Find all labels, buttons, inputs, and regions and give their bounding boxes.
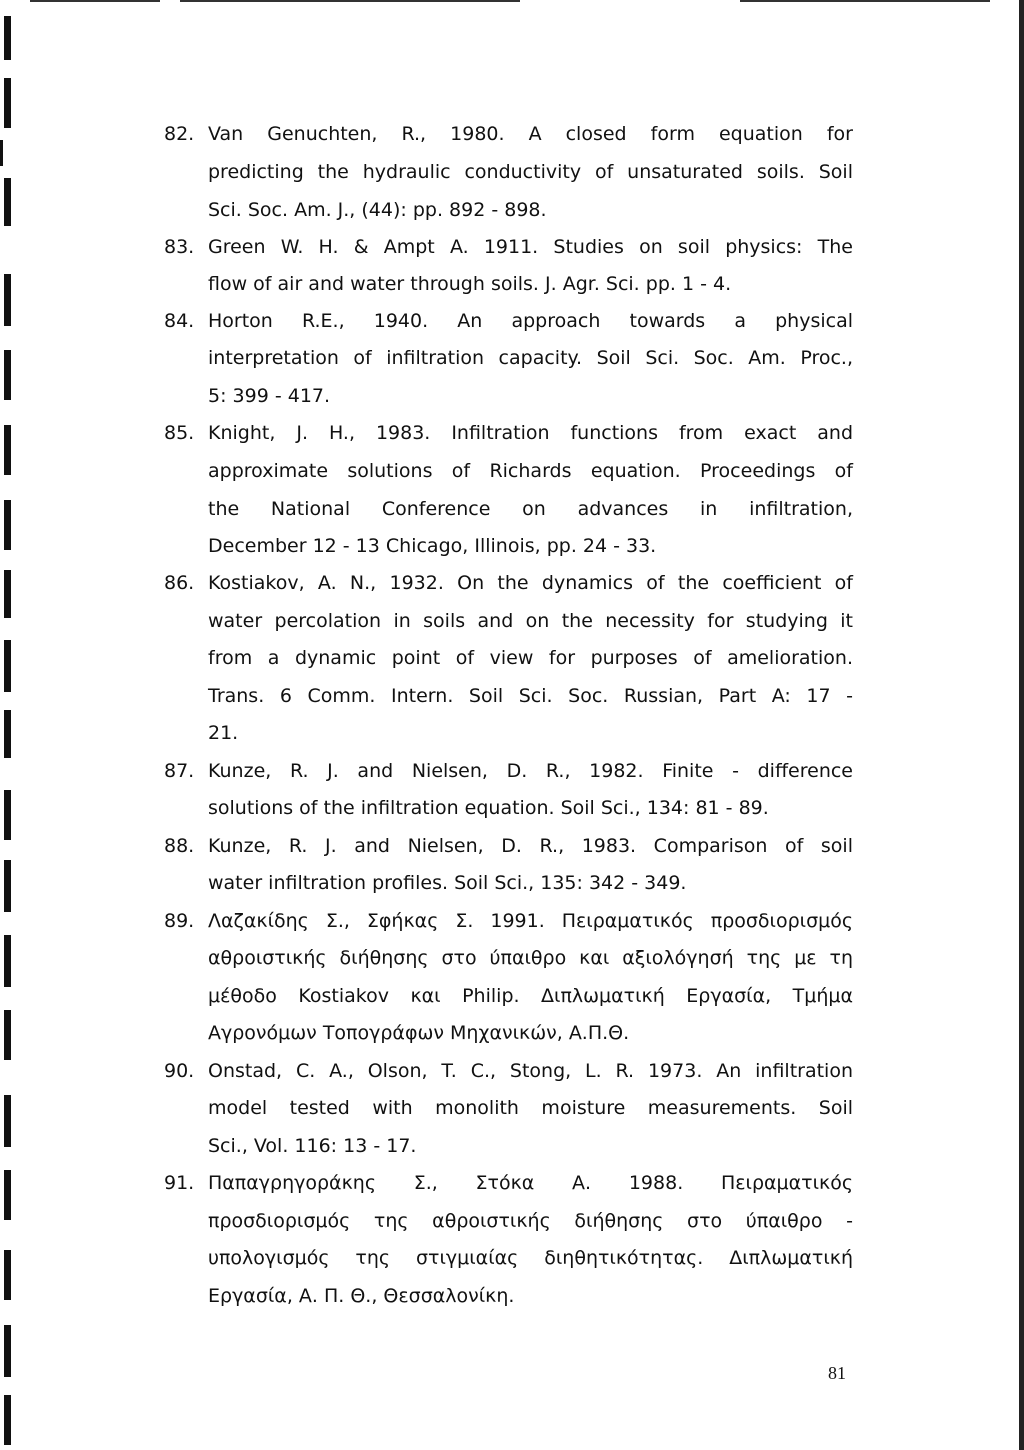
reference-number: 91. xyxy=(164,1172,195,1194)
reference-text-line: approximate solutions of Richards equation. Proceedings of xyxy=(208,460,853,482)
reference-text-line: Horton R.E., 1940. An approach towards a physical xyxy=(208,310,853,332)
reference-text-line: solutions of the infiltration equation. Soil Sci., 134: 81 - 89. xyxy=(208,797,769,819)
reference-text-line: προσδιορισμός της αθροιστικής διήθησης στο ύπαιθρο - xyxy=(208,1210,853,1232)
reference-text-line: Sci., Vol. 116: 13 - 17. xyxy=(208,1135,417,1157)
reference-number: 83. xyxy=(164,236,195,258)
reference-text-line: Αγρονόμων Τοπογράφων Μηχανικών, Α.Π.Θ. xyxy=(208,1022,630,1044)
reference-text-line: predicting the hydraulic conductivity of unsaturated soils. Soil xyxy=(208,161,853,183)
reference-text-line: Kunze, R. J. and Nielsen, D. R., 1982. Finite - difference xyxy=(208,760,853,782)
reference-text-line: Λαζακίδης Σ., Σφήκας Σ. 1991. Πειραματικός προσδιορισμός xyxy=(208,910,853,932)
reference-number: 86. xyxy=(164,572,195,594)
reference-number: 89. xyxy=(164,910,195,932)
reference-text-line: 21. xyxy=(208,722,239,744)
reference-text-line: interpretation of infiltration capacity. Soil Sci. Soc. Am. Proc., xyxy=(208,347,853,369)
reference-text-line: Green W. H. & Ampt A. 1911. Studies on soil physics: The xyxy=(208,236,853,258)
reference-text-line: water percolation in soils and on the necessity for studying it xyxy=(208,610,853,632)
reference-text-line: Kunze, R. J. and Nielsen, D. R., 1983. Comparison of soil xyxy=(208,835,853,857)
page-number: 81 xyxy=(828,1363,846,1383)
reference-text-line: model tested with monolith moisture measurements. Soil xyxy=(208,1097,853,1119)
reference-text-line: Onstad, C. A., Olson, T. C., Stong, L. R. 1973. An infiltration xyxy=(208,1060,853,1082)
reference-number: 90. xyxy=(164,1060,195,1082)
reference-text-line: Εργασία, Α. Π. Θ., Θεσσαλονίκη. xyxy=(208,1285,515,1307)
reference-number: 84. xyxy=(164,310,195,332)
reference-text-line: Trans. 6 Comm. Intern. Soil Sci. Soc. Russian, Part A: 17 - xyxy=(208,685,853,707)
reference-text-line: υπολογισμός της στιγμιαίας διηθητικότητας. Διπλωματική xyxy=(208,1247,853,1269)
reference-text-line: flow of air and water through soils. J. Agr. Sci. pp. 1 - 4. xyxy=(208,273,732,295)
reference-text-line: from a dynamic point of view for purposes of amelioration. xyxy=(208,647,853,669)
reference-text-line: water infiltration profiles. Soil Sci., 135: 342 - 349. xyxy=(208,872,687,894)
reference-number: 85. xyxy=(164,422,195,444)
reference-text-line: αθροιστικής διήθησης στο ύπαιθρο και αξιολόγησή της με τη xyxy=(208,947,853,969)
reference-text-line: Van Genuchten, R., 1980. A closed form equation for xyxy=(208,123,853,145)
reference-text-line: Kostiakov, A. N., 1932. On the dynamics of the coefficient of xyxy=(208,572,853,594)
reference-text-line: Sci. Soc. Am. J., (44): pp. 892 - 898. xyxy=(208,199,547,221)
reference-text-line: μέθοδο Kostiakov και Philip. Διπλωματική Εργασία, Τμήμα xyxy=(208,985,853,1007)
reference-text-line: 5: 399 - 417. xyxy=(208,385,331,407)
reference-number: 87. xyxy=(164,760,195,782)
reference-number: 88. xyxy=(164,835,195,857)
reference-text-line: December 12 - 13 Chicago, Illinois, pp. 24 - 33. xyxy=(208,535,657,557)
reference-text-line: Παπαγρηγοράκης Σ., Στόκα Α. 1988. Πειραματικός xyxy=(208,1172,853,1194)
reference-number: 82. xyxy=(164,123,195,145)
reference-text-line: Knight, J. H., 1983. Infiltration functions from exact and xyxy=(208,422,853,444)
reference-text-line: the National Conference on advances in infiltration, xyxy=(208,498,853,520)
